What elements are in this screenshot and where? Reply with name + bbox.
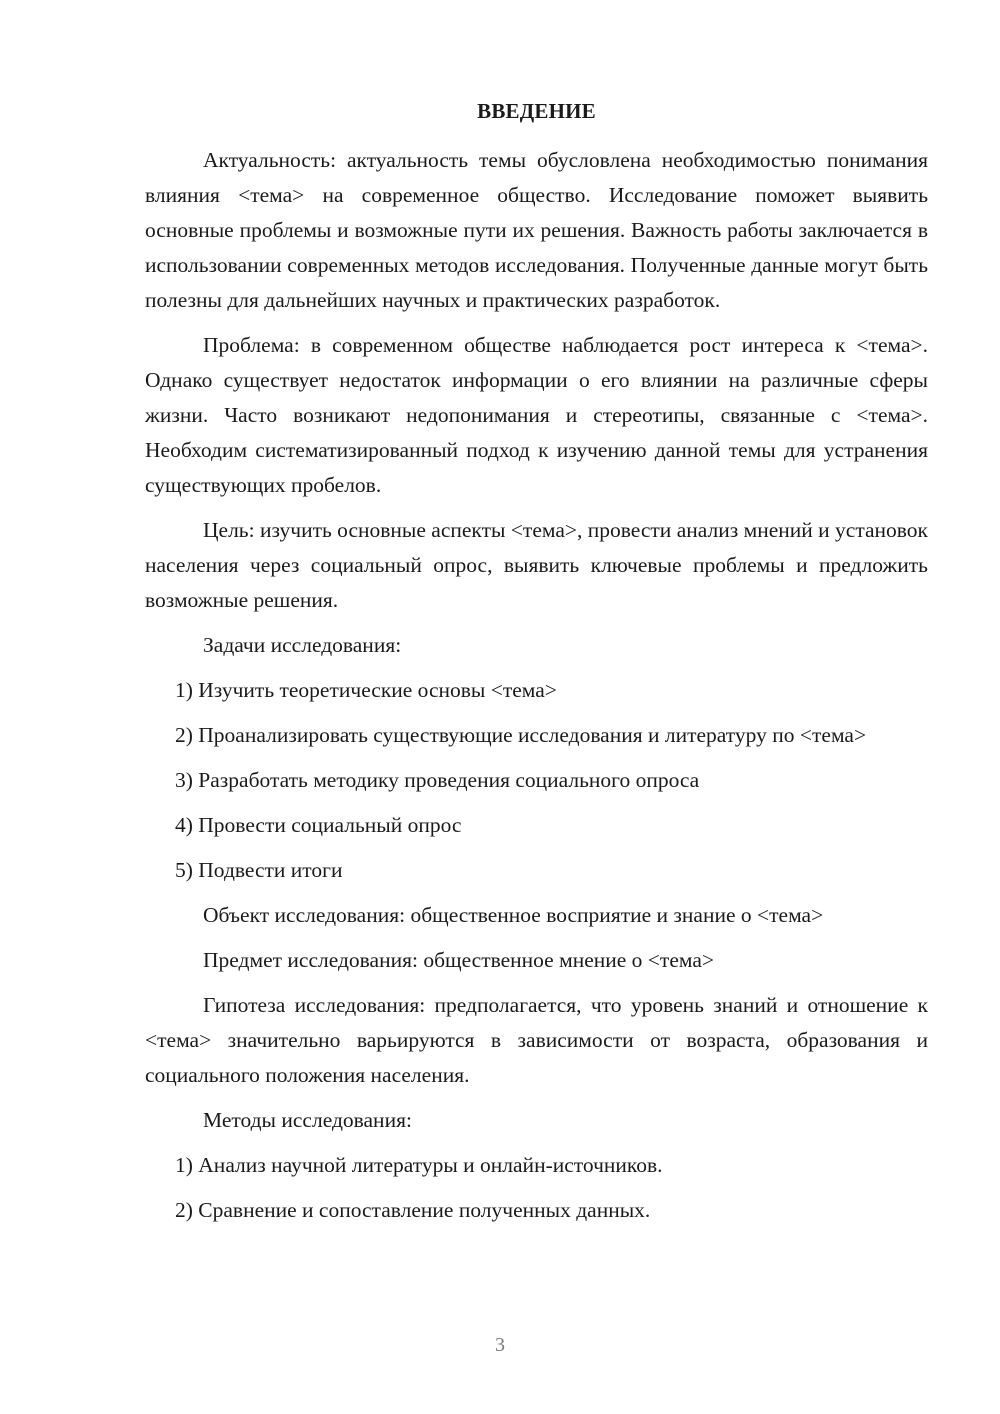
document-page — [145, 96, 928, 1228]
paragraph-goal: Цель: изучить основные аспекты <тема>, провести анализ мнений и установок населения через социальный опрос, выявить ключевые проблемы и предложить возможные решения. — [145, 518, 928, 612]
methods-heading: Методы исследования: — [203, 1108, 412, 1132]
task-item-1: 1) Изучить теоретические основы <тема> — [175, 678, 557, 702]
paragraph-problem: Проблема: в современном обществе наблюдается рост интереса к <тема>. Однако существует недостаток информации о его влиянии на различные сферы жизни. Часто возникают недопонимания и стереотипы, связанные с <тема>. Необходим систематизированный подход к изучению данной темы для устранения существующих пробелов. — [145, 333, 928, 497]
research-hypothesis: Гипотеза исследования: предполагается, что уровень знаний и отношение к <тема> значительно варьируются в зависимости от возраста, образования и социального положения населения. — [145, 993, 928, 1087]
task-item-4: 4) Провести социальный опрос — [175, 813, 462, 837]
task-item-2: 2) Проанализировать существующие исследования и литературу по <тема> — [175, 723, 867, 747]
research-object: Объект исследования: общественное восприятие и знание о <тема> — [203, 903, 824, 927]
research-subject: Предмет исследования: общественное мнение о <тема> — [203, 948, 714, 972]
method-item-2: 2) Сравнение и сопоставление полученных данных. — [175, 1198, 651, 1222]
tasks-heading: Задачи исследования: — [203, 633, 402, 657]
task-item-3: 3) Разработать методику проведения социального опроса — [175, 768, 700, 792]
page-number: 3 — [495, 1334, 505, 1356]
method-item-1: 1) Анализ научной литературы и онлайн-источников. — [175, 1153, 663, 1177]
paragraph-relevance: Актуальность: актуальность темы обусловлена необходимостью понимания влияния <тема> на современное общество. Исследование поможет выявить основные проблемы и возможные пути их решения. Важность работы заключается в использовании современных методов исследования. Полученные данные могут быть полезны для дальнейших научных и практических разработок. — [145, 148, 928, 312]
page-title: ВВЕДЕНИЕ — [477, 99, 596, 123]
task-item-5: 5) Подвести итоги — [175, 858, 343, 882]
